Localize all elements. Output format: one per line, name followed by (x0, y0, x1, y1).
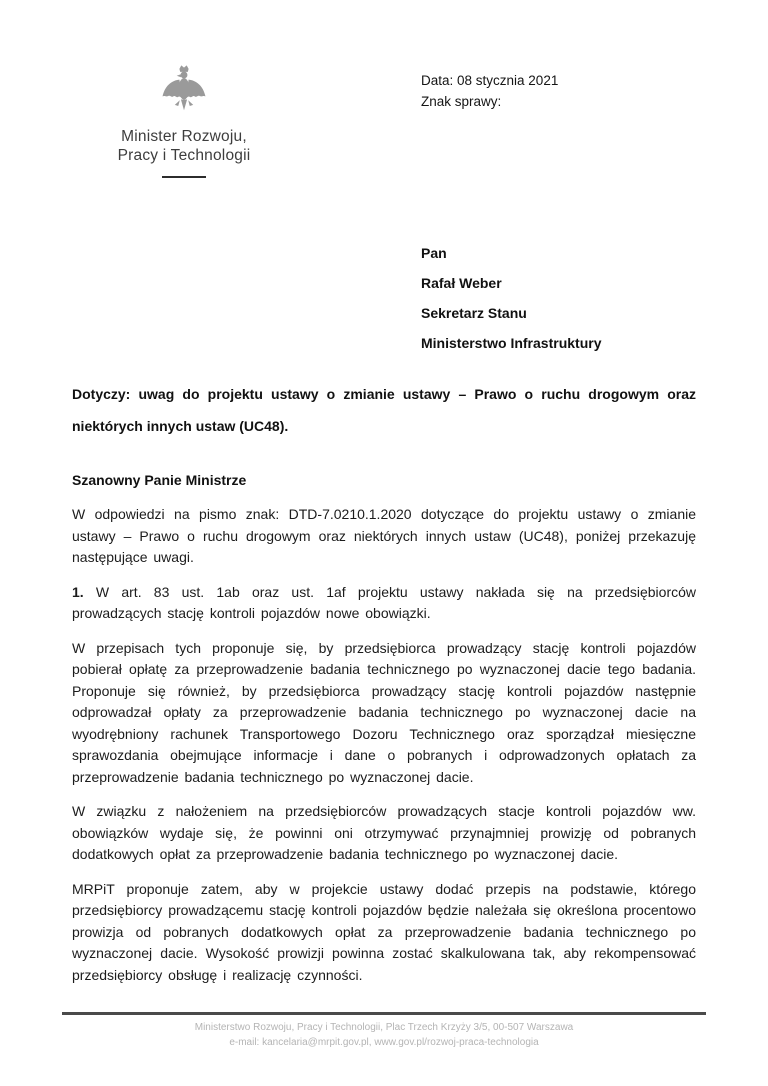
sender-logo-block (108, 62, 260, 178)
footer-divider-rule (62, 1012, 706, 1015)
paragraph-text: W art. 83 ust. 1ab oraz ust. 1af projektu ustawy nakłada się na przedsiębiorców prowadzących stację kontroli pojazdów nowe obowiązki. (72, 583, 697, 621)
recipient-line: Sekretarz Stanu (421, 305, 527, 321)
sender-name-line1: Minister Rozwoju, (121, 128, 247, 145)
body-paragraph (72, 879, 696, 987)
footer-contact: e-mail: kancelaria@mrpit.gov.pl, www.gov.pl/rozwoj-praca-technologia (229, 1036, 539, 1048)
recipient-line: Rafał Weber (421, 275, 502, 291)
letter-body (72, 378, 696, 986)
logo-underline-rule (162, 176, 206, 178)
letter-date: Data: 08 stycznia 2021 (421, 73, 559, 88)
polish-eagle-emblem-icon (161, 62, 207, 114)
body-paragraph (72, 638, 696, 789)
paragraph-text: MRPiT proponuje zatem, aby w projekcie ustawy dodać przepis na podstawie, którego przedsiębiorcy prowadzącemu stację kontroli pojazdów będzie należała się określona procentowo prowizja od pobranych dodatkowych opłat za przeprowadzenie badania technicznego po wyznaczonej dacie. Wysokość prowizji powinna zostać skalkulowana tak, aby rekompensować przedsiębiorcy obsługę i realizację czynności. (72, 880, 696, 983)
paragraph-text: W przepisach tych proponuje się, by przedsiębiorca prowadzący stację kontroli pojazdów pobierał opłatę za przeprowadzenie badania technicznego po wyznaczonej dacie tego badania. Proponuje się również, by przedsiębiorca prowadzący stację kontroli pojazdów następnie odprowadzał opłaty za przeprowadzenie badania technicznego po wyznaczonej dacie na wyodrębniony rachunek Transportowego Dozoru Technicznego oraz sporządzał miesięczne sprawozdania obejmujące informacje i dane o pobranych i odprowadzonych opłatach za przeprowadzenie badania technicznego po wyznaczonej dacie. (72, 639, 696, 785)
sender-name-line2: Pracy i Technologii (117, 147, 251, 164)
body-paragraph (72, 582, 696, 625)
sender-name (108, 127, 260, 165)
subject-line: Dotyczy: uwag do projektu ustawy o zmianie ustawy – Prawo o ruchu drogowym oraz niektórych innych ustaw (UC48). (72, 386, 696, 434)
footer-address: Ministerstwo Rozwoju, Pracy i Technologii, Plac Trzech Krzyży 3/5, 00-507 Warszawa (194, 1022, 574, 1033)
footer-block (0, 1021, 768, 1050)
case-number-label: Znak sprawy: (421, 94, 502, 109)
body-paragraph (72, 504, 696, 569)
recipient-line: Pan (421, 245, 447, 261)
paragraph-text: W związku z nałożeniem na przedsiębiorców prowadzących stacje kontroli pojazdów ww. obowiązków wydaje się, że powinni oni otrzymywać przynajmniej prowizję od pobranych dodatkowych opłat za przeprowadzenie badania technicznego po wyznaczonej dacie. (72, 803, 696, 862)
paragraph-number: 1. (72, 583, 84, 600)
salutation: Szanowny Panie Ministrze (72, 472, 247, 488)
recipient-line: Ministerstwo Infrastruktury (421, 335, 602, 351)
letter-meta-block (421, 70, 558, 112)
recipient-block (421, 238, 601, 358)
body-paragraphs (72, 504, 696, 986)
body-paragraph (72, 801, 696, 866)
paragraph-text: W odpowiedzi na pismo znak: DTD-7.0210.1.2020 dotyczące do projektu ustawy o zmianie ustawy – Prawo o ruchu drogowym oraz niektórych innych ustaw (UC48), poniżej przekazuję następujące uwagi. (72, 506, 696, 565)
